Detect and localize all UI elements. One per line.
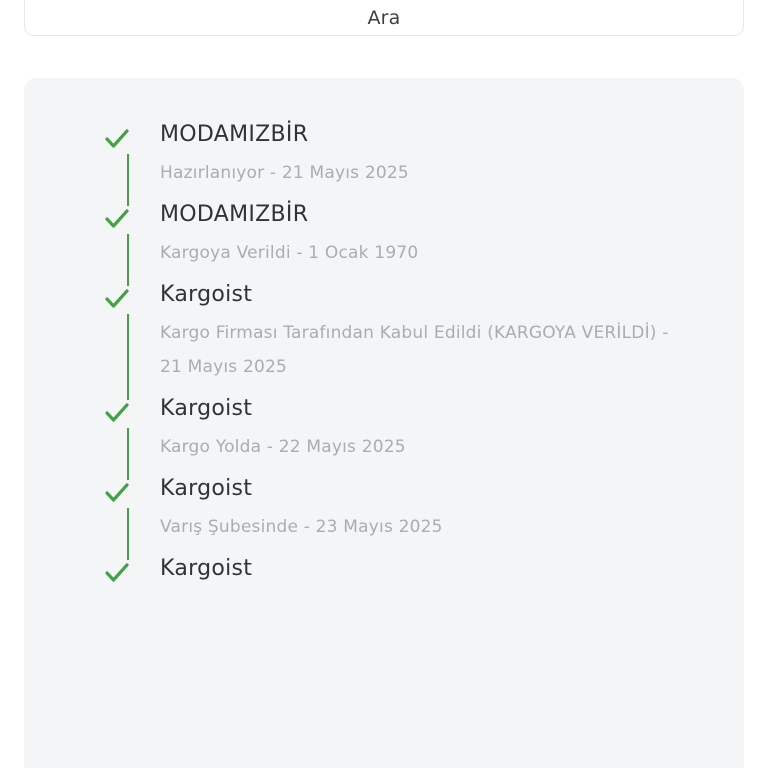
timeline-item[interactable] [24, 394, 744, 474]
timeline-item[interactable] [24, 474, 744, 554]
timeline-item-description: Hazırlanıyor - 21 Mayıs 2025 [160, 163, 409, 183]
timeline-item-title: MODAMIZBİR [160, 122, 309, 147]
timeline-connector [127, 508, 129, 560]
timeline-item-description: Varış Şubesinde - 23 Mayıs 2025 [160, 517, 443, 537]
timeline-item-title: Kargoist [160, 396, 253, 421]
timeline-item-title: Kargoist [160, 282, 253, 307]
timeline-item[interactable] [24, 200, 744, 280]
check-icon [104, 126, 130, 152]
check-icon [104, 560, 130, 586]
timeline-list [24, 78, 744, 624]
timeline-connector [127, 314, 129, 400]
check-icon [104, 400, 130, 426]
timeline-item[interactable] [24, 554, 744, 624]
timeline-item-description: Kargo Yolda - 22 Mayıs 2025 [160, 437, 406, 457]
timeline-connector [127, 154, 129, 206]
timeline-item-title: Kargoist [160, 476, 253, 501]
tracking-timeline-panel [24, 78, 744, 768]
timeline-item-description: Kargoya Verildi - 1 Ocak 1970 [160, 243, 419, 263]
timeline-item[interactable] [24, 120, 744, 200]
check-icon [104, 286, 130, 312]
timeline-item-title: MODAMIZBİR [160, 202, 309, 227]
search-card[interactable] [24, 0, 744, 36]
search-button-label[interactable]: Ara [367, 7, 401, 29]
timeline-connector [127, 234, 129, 286]
timeline-item-description: Kargo Firması Tarafından Kabul Edildi (KARGOYA VERİLDİ) - 21 Mayıs 2025 [160, 323, 669, 377]
check-icon [104, 480, 130, 506]
timeline-item[interactable] [24, 280, 744, 394]
timeline-connector [127, 428, 129, 480]
check-icon [104, 206, 130, 232]
timeline-item-title: Kargoist [160, 556, 253, 581]
